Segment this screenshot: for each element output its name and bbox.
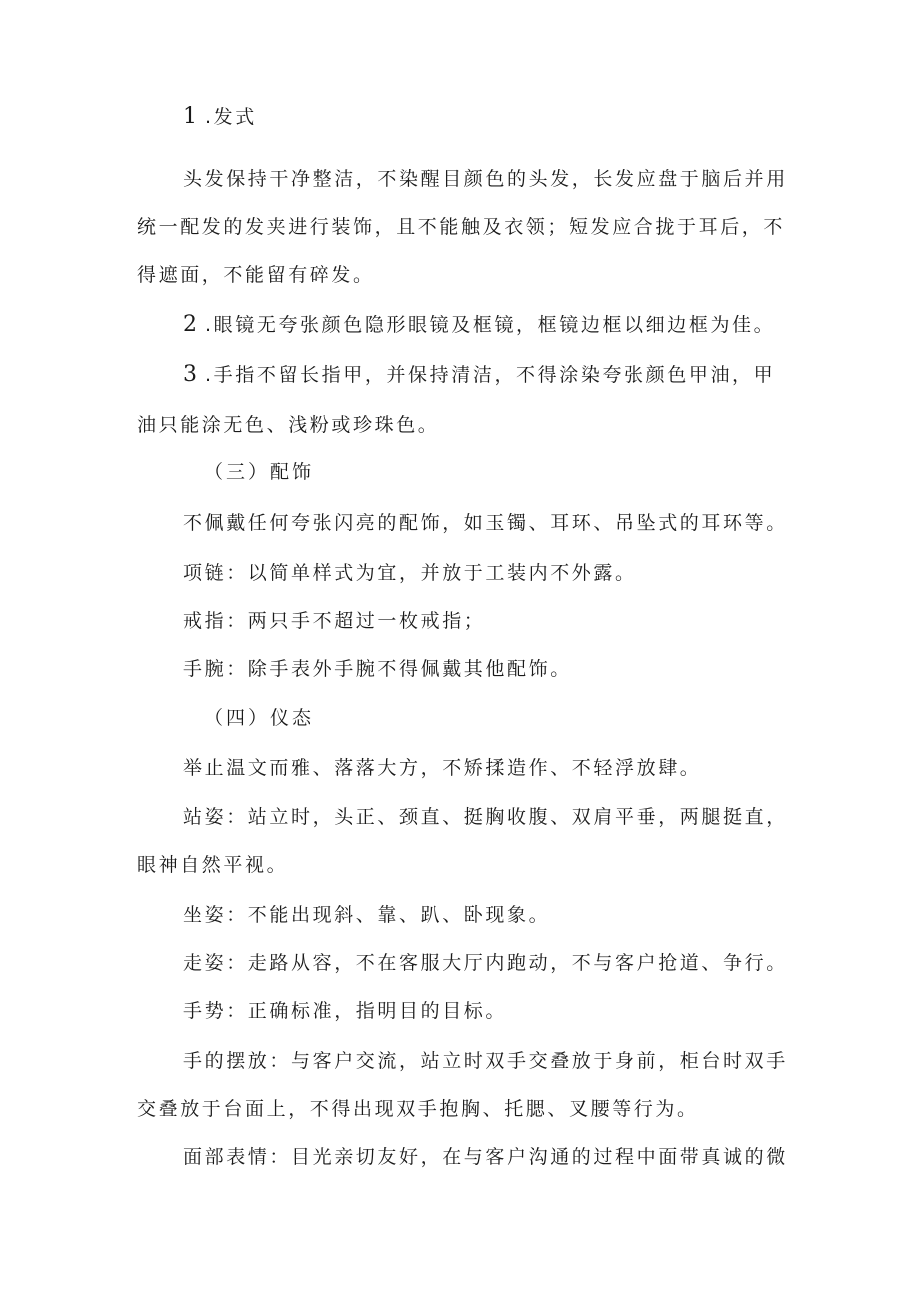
hair-paragraph-line-2: 统一配发的发夹进行装饰，且不能触及衣领；短发应合拢于耳后，不 — [137, 216, 786, 238]
walking-paragraph: 走姿：走路从容，不在客服大厅内跑动，不与客户抢道、争行。 — [183, 952, 788, 974]
manner-heading: （四）仪态 — [204, 707, 315, 729]
sitting-paragraph: 坐姿：不能出现斜、靠、趴、卧现象。 — [183, 904, 551, 926]
accessories-paragraph-1: 不佩戴任何夸张闪亮的配饰，如玉镯、耳环、吊坠式的耳环等。 — [183, 512, 788, 534]
hair-paragraph-line-3: 得遮面，不能留有碎发。 — [137, 264, 375, 286]
item-number: 1 — [183, 104, 197, 129]
gesture-paragraph: 手势：正确标准，指明目的目标。 — [183, 1000, 508, 1022]
nails-item — [183, 362, 775, 388]
standing-paragraph-line-2: 眼神自然平视。 — [137, 854, 289, 876]
item-number: 2 — [183, 312, 197, 337]
accessories-heading: （三）配饰 — [204, 461, 315, 483]
nails-paragraph-line-2: 油只能涂无色、浅粉或珍珠色。 — [137, 414, 440, 436]
hands-paragraph-line-1: 手的摆放：与客户交流，站立时双手交叠放于身前，柜台时双手 — [183, 1050, 788, 1072]
item-number: 3 — [183, 362, 197, 387]
manner-paragraph-1: 举止温文而雅、落落大方，不矫揉造作、不轻浮放肆。 — [183, 757, 702, 779]
necklace-paragraph: 项链：以简单样式为宜，并放于工装内不外露。 — [183, 562, 637, 584]
glasses-item — [183, 312, 775, 338]
hair-heading-text: .发式 — [205, 106, 257, 128]
standing-paragraph-line-1: 站姿：站立时，头正、颈直、挺胸收腹、双肩平垂，两腿挺直， — [183, 806, 788, 828]
nails-text: .手指不留长指甲，并保持清洁，不得涂染夸张颜色甲油，甲 — [205, 364, 776, 386]
hands-paragraph-line-2: 交叠放于台面上，不得出现双手抱胸、托腮、叉腰等行为。 — [137, 1098, 699, 1120]
ring-paragraph: 戒指：两只手不超过一枚戒指； — [183, 610, 486, 632]
glasses-text: .眼镜无夸张颜色隐形眼镜及框镜，框镜边框以细边框为佳。 — [205, 314, 776, 336]
hair-heading — [183, 104, 257, 130]
hair-paragraph-line-1: 头发保持干净整洁，不染醒目颜色的头发，长发应盘于脑后并用 — [183, 168, 788, 190]
wrist-paragraph: 手腕：除手表外手腕不得佩戴其他配饰。 — [183, 658, 572, 680]
facial-expression-paragraph: 面部表情：目光亲切友好，在与客户沟通的过程中面带真诚的微 — [183, 1146, 788, 1168]
